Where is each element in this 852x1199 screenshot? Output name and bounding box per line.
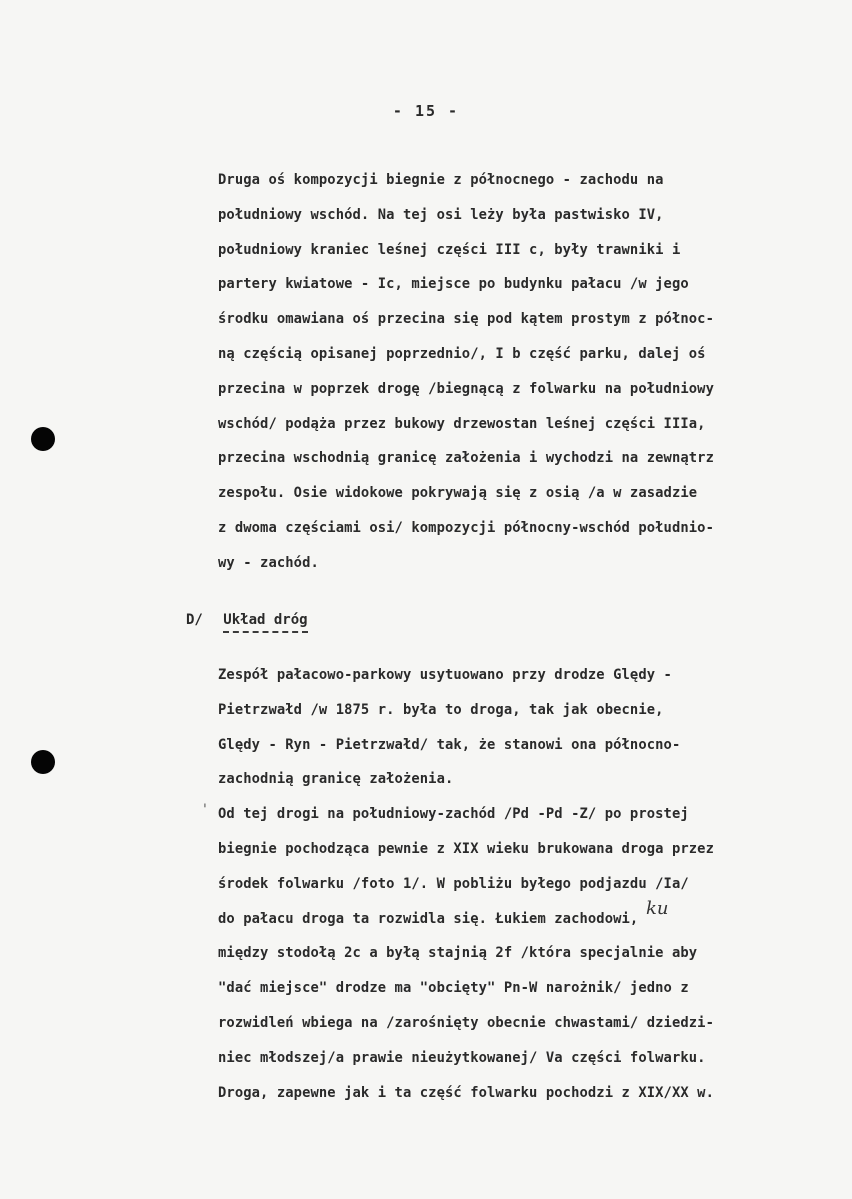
section-heading <box>186 612 308 633</box>
text-line: między stodołą 2c a byłą stajnią 2f /która specjalnie aby <box>218 945 698 962</box>
text-line: zachodnią granicę założenia. <box>218 771 454 788</box>
text-line: niec młodszej/a prawie nieużytkowanej/ Va części folwarku. <box>218 1049 706 1066</box>
text-line: biegnie pochodząca pewnie z XIX wieku brukowana droga przez <box>218 841 714 857</box>
text-line: "dać miejsce" drodze ma "obcięty" Pn-W narożnik/ jedno z <box>218 980 689 997</box>
text-line: partery kwiatowe - Ic, miejsce po budynku pałacu /w jego <box>218 276 689 293</box>
page-number: - 15 - <box>392 102 460 120</box>
text-line: Zespół pałacowo-parkowy usytuowano przy drodze Ględy - <box>218 667 672 683</box>
text-line: południowy wschód. Na tej osi leży była pastwisko IV, <box>218 206 664 223</box>
text-line: Ględy - Ryn - Pietrzwałd/ tak, że stanowi ona północno- <box>218 736 681 753</box>
text-line: ną częścią opisanej poprzednio/, I b część parku, dalej oś <box>218 346 706 362</box>
punch-hole-top <box>31 427 55 451</box>
section-letter: D/ <box>186 612 203 628</box>
text-line: rozwidleń wbiega na /zarośnięty obecnie chwastami/ dziedzi- <box>218 1015 714 1031</box>
text-line: przecina wschodnią granicę założenia i wychodzi na zewnątrz <box>218 450 714 467</box>
text-line: Od tej drogi na południowy-zachód /Pd -Pd -Z/ po prostej <box>218 806 689 823</box>
text-line: wy - zachód. <box>218 554 319 571</box>
text-line: Droga, zapewne jak i ta część folwarku pochodzi z XIX/XX w. <box>218 1084 714 1101</box>
punch-hole-bottom <box>31 750 55 774</box>
text-line: do pałacu droga ta rozwidla się. Łukiem zachodowi, <box>218 910 639 927</box>
text-line: przecina w poprzek drogę /biegnącą z folwarku na południowy <box>218 380 714 397</box>
margin-mark: ' <box>203 802 207 818</box>
text-line: zespołu. Osie widokowe pokrywają się z osią /a w zasadzie <box>218 485 698 502</box>
text-line: Pietrzwałd /w 1875 r. była to droga, tak jak obecnie, <box>218 701 664 718</box>
text-line: wschód/ podąża przez bukowy drzewostan leśnej części IIIa, <box>218 415 706 432</box>
section-title: Układ dróg <box>223 612 307 633</box>
handwritten-insert: ku <box>646 898 669 919</box>
text-line: Druga oś kompozycji biegnie z północnego - zachodu na <box>218 172 664 188</box>
text-line: środku omawiana oś przecina się pod kątem prostym z północ- <box>218 311 714 328</box>
text-line: środek folwarku /foto 1/. W pobliżu byłego podjazdu /Ia/ <box>218 875 689 892</box>
text-line: południowy kraniec leśnej części III c, były trawniki i <box>218 241 681 258</box>
text-line: z dwoma częściami osi/ kompozycji północny-wschód południo- <box>218 520 714 536</box>
